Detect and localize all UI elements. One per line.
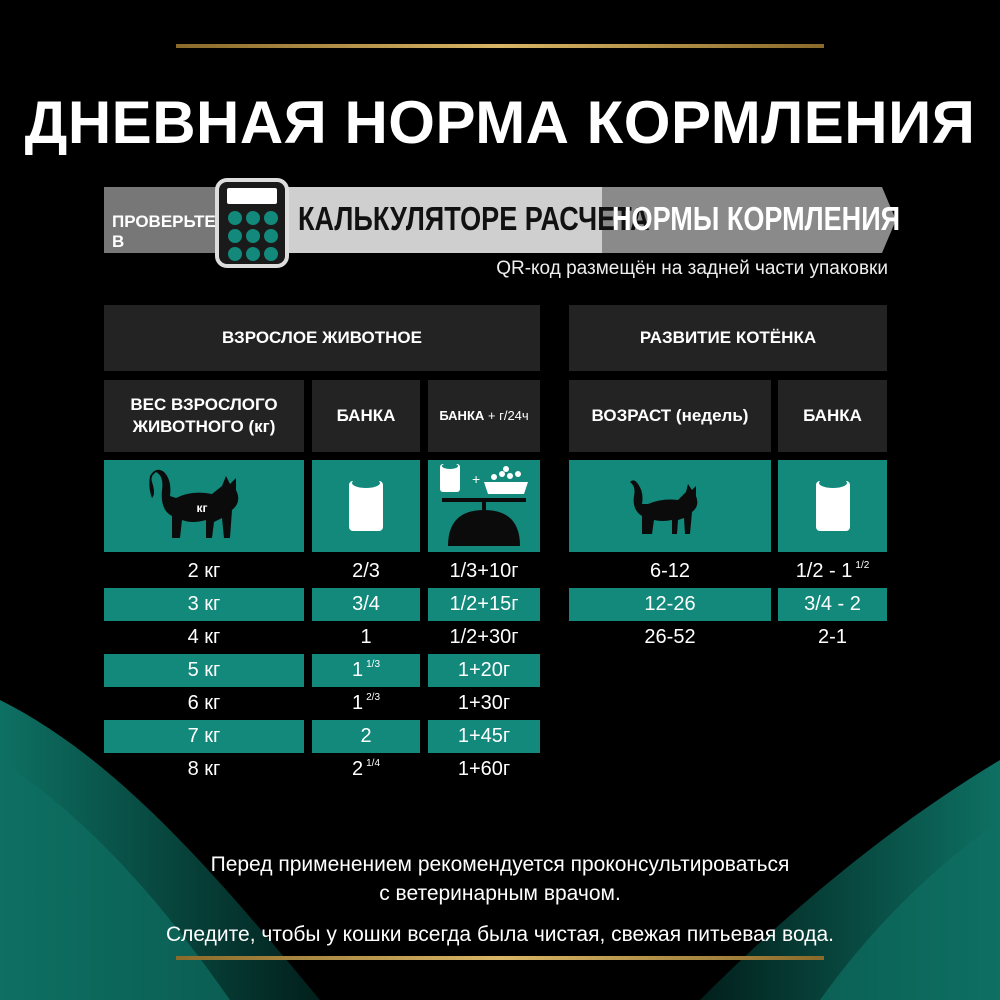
- table-row: 3 кг: [104, 588, 304, 621]
- can-cell: 2 $^{1/4}$: [351, 758, 381, 780]
- table-row: 6-12: [649, 560, 691, 582]
- kitten-age-header: ВОЗРАСТ (недель): [569, 380, 771, 452]
- svg-text:+: +: [472, 471, 481, 487]
- table-row: 4 кг: [187, 626, 221, 648]
- mix-cell: 1/2+30г: [449, 626, 519, 648]
- mix-cell: 1+45г: [428, 720, 540, 753]
- table-row: 7 кг: [104, 720, 304, 753]
- banner-middle: КАЛЬКУЛЯТОРЕ РАСЧЕТА: [298, 200, 650, 237]
- kitten-can-icon: [814, 475, 852, 535]
- table-row: 12-26: [569, 588, 771, 621]
- kitten-icon: [622, 478, 712, 538]
- mix-cell: 1/3+10г: [449, 560, 519, 582]
- vet-note-line2: с ветеринарным врачом.: [379, 882, 621, 905]
- can-cell: 2-1: [818, 626, 847, 648]
- can-cell: 3/4: [312, 588, 420, 621]
- mix-cell: 1/2+15г: [428, 588, 540, 621]
- calculator-icon: [213, 178, 293, 270]
- vet-note-line1: Перед применением рекомендуется проконсультироваться: [210, 853, 790, 876]
- can-cell: 3/4 - 2: [778, 588, 887, 621]
- scale-icon: [432, 462, 536, 550]
- adult-section-header: ВЗРОСЛОЕ ЖИВОТНОЕ: [104, 305, 540, 371]
- adult-mix-header: БАНКА + г/24ч: [428, 380, 540, 452]
- cat-kg-label: кг: [196, 501, 208, 515]
- mix-cell: 1+60г: [457, 758, 511, 780]
- table-row: 6 кг: [187, 692, 221, 714]
- cat-icon: [142, 468, 252, 548]
- can-cell: 1 $^{1/3}$: [312, 654, 420, 687]
- qr-note: QR-код размещён на задней части упаковки: [496, 258, 888, 279]
- can-cell: 1: [360, 626, 372, 648]
- mix-cell: 1+20г: [428, 654, 540, 687]
- mix-cell: 1+30г: [457, 692, 511, 714]
- water-note: Следите, чтобы у кошки всегда была чистая, свежая питьевая вода.: [166, 923, 834, 946]
- kitten-section-header: РАЗВИТИЕ КОТЁНКА: [569, 305, 887, 371]
- banner-end: НОРМЫ КОРМЛЕНИЯ: [612, 200, 901, 237]
- page-title: ДНЕВНАЯ НОРМА КОРМЛЕНИЯ: [24, 89, 976, 156]
- adult-can-header: БАНКА: [312, 380, 420, 452]
- adult-weight-header: ВЕС ВЗРОСЛОГО ЖИВОТНОГО (кг): [104, 380, 304, 452]
- kitten-can-header: БАНКА: [778, 380, 887, 452]
- can-icon: [347, 475, 385, 535]
- can-cell: 1/2 - 1 $^{1/2}$: [795, 560, 870, 582]
- table-row: 5 кг: [104, 654, 304, 687]
- can-cell: 2/3: [352, 560, 380, 582]
- table-row: 26-52: [644, 626, 696, 648]
- table-row: 2 кг: [187, 560, 221, 582]
- can-cell: 2: [312, 720, 420, 753]
- top-gold-line: [176, 44, 824, 48]
- banner-prefix: ПРОВЕРЬТЕ В: [112, 212, 216, 251]
- table-row: 8 кг: [187, 758, 221, 780]
- bottom-gold-line: [176, 956, 824, 960]
- can-cell: 1 $^{2/3}$: [351, 692, 381, 714]
